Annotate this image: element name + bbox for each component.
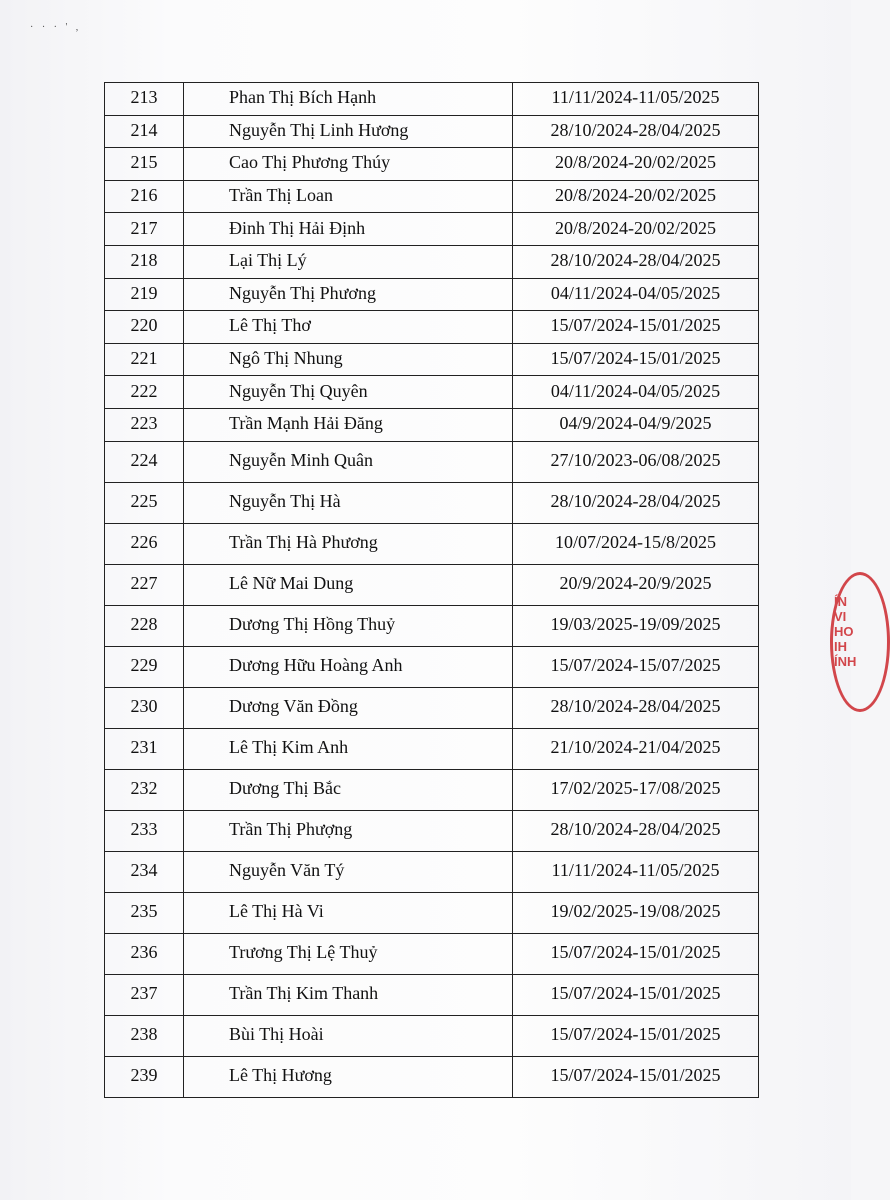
row-number: 228 [105,605,184,646]
table-row [105,892,759,933]
row-number: 217 [105,213,184,246]
person-name: Dương Thị Bắc [184,769,513,810]
row-number: 226 [105,523,184,564]
date-range: 15/07/2024-15/01/2025 [513,311,759,344]
date-range: 15/07/2024-15/01/2025 [513,933,759,974]
table-row [105,83,759,116]
person-name: Phan Thị Bích Hạnh [184,83,513,116]
row-number: 213 [105,83,184,116]
table-row [105,523,759,564]
table-row [105,728,759,769]
row-number: 220 [105,311,184,344]
row-number: 233 [105,810,184,851]
table-row [105,115,759,148]
date-range: 15/07/2024-15/01/2025 [513,1056,759,1097]
date-range: 04/11/2024-04/05/2025 [513,376,759,409]
date-range: 28/10/2024-28/04/2025 [513,482,759,523]
date-range: 20/8/2024-20/02/2025 [513,180,759,213]
row-number: 221 [105,343,184,376]
date-range: 28/10/2024-28/04/2025 [513,115,759,148]
row-number: 231 [105,728,184,769]
date-range: 15/07/2024-15/01/2025 [513,1015,759,1056]
person-name: Trần Thị Phượng [184,810,513,851]
person-name: Nguyễn Minh Quân [184,441,513,482]
date-range: 11/11/2024-11/05/2025 [513,851,759,892]
person-name: Cao Thị Phương Thúy [184,148,513,181]
row-number: 235 [105,892,184,933]
table-row [105,441,759,482]
table-row [105,933,759,974]
row-number: 216 [105,180,184,213]
row-number: 236 [105,933,184,974]
date-range: 27/10/2023-06/08/2025 [513,441,759,482]
person-name: Nguyễn Thị Hà [184,482,513,523]
table-row [105,1015,759,1056]
row-number: 224 [105,441,184,482]
person-name: Trương Thị Lệ Thuỷ [184,933,513,974]
date-range: 11/11/2024-11/05/2025 [513,83,759,116]
date-range: 28/10/2024-28/04/2025 [513,810,759,851]
person-name: Trần Thị Hà Phương [184,523,513,564]
date-range: 28/10/2024-28/04/2025 [513,687,759,728]
date-range: 19/03/2025-19/09/2025 [513,605,759,646]
person-name: Lê Thị Thơ [184,311,513,344]
table-row [105,769,759,810]
row-number: 229 [105,646,184,687]
date-range: 10/07/2024-15/8/2025 [513,523,759,564]
date-range: 20/8/2024-20/02/2025 [513,148,759,181]
table-row [105,605,759,646]
table-row [105,376,759,409]
person-name: Trần Thị Loan [184,180,513,213]
person-name: Đinh Thị Hải Định [184,213,513,246]
row-number: 238 [105,1015,184,1056]
person-name: Lê Thị Hà Vi [184,892,513,933]
scan-mark: · · · ' , [30,22,82,33]
roster-table-body [105,83,759,1098]
person-name: Lê Thị Kim Anh [184,728,513,769]
row-number: 230 [105,687,184,728]
date-range: 04/11/2024-04/05/2025 [513,278,759,311]
row-number: 219 [105,278,184,311]
person-name: Nguyễn Thị Linh Hương [184,115,513,148]
date-range: 15/07/2024-15/07/2025 [513,646,759,687]
row-number: 239 [105,1056,184,1097]
date-range: 19/02/2025-19/08/2025 [513,892,759,933]
person-name: Dương Văn Đồng [184,687,513,728]
table-row [105,180,759,213]
table-row [105,245,759,278]
row-number: 222 [105,376,184,409]
person-name: Nguyễn Thị Quyên [184,376,513,409]
row-number: 218 [105,245,184,278]
person-name: Lê Nữ Mai Dung [184,564,513,605]
table-row [105,974,759,1015]
row-number: 223 [105,408,184,441]
roster-table [104,82,759,1098]
date-range: 15/07/2024-15/01/2025 [513,343,759,376]
date-range: 28/10/2024-28/04/2025 [513,245,759,278]
row-number: 234 [105,851,184,892]
person-name: Ngô Thị Nhung [184,343,513,376]
row-number: 232 [105,769,184,810]
date-range: 15/07/2024-15/01/2025 [513,974,759,1015]
row-number: 214 [105,115,184,148]
person-name: Nguyễn Thị Phương [184,278,513,311]
row-number: 227 [105,564,184,605]
table-row [105,408,759,441]
date-range: 04/9/2024-04/9/2025 [513,408,759,441]
date-range: 17/02/2025-17/08/2025 [513,769,759,810]
person-name: Dương Hữu Hoàng Anh [184,646,513,687]
person-name: Nguyễn Văn Tý [184,851,513,892]
date-range: 20/8/2024-20/02/2025 [513,213,759,246]
row-number: 237 [105,974,184,1015]
person-name: Trần Mạnh Hải Đăng [184,408,513,441]
table-row [105,687,759,728]
date-range: 21/10/2024-21/04/2025 [513,728,759,769]
red-stamp [826,572,866,712]
table-row [105,851,759,892]
table-row [105,278,759,311]
stamp-text: ÍN VI HO IH ÍNH [834,594,857,669]
table-row [105,482,759,523]
date-range: 20/9/2024-20/9/2025 [513,564,759,605]
person-name: Bùi Thị Hoài [184,1015,513,1056]
person-name: Dương Thị Hồng Thuỷ [184,605,513,646]
table-row [105,646,759,687]
table-row [105,148,759,181]
table-row [105,1056,759,1097]
table-row [105,213,759,246]
table-row [105,311,759,344]
table-row [105,810,759,851]
row-number: 225 [105,482,184,523]
table-row [105,343,759,376]
row-number: 215 [105,148,184,181]
person-name: Lê Thị Hương [184,1056,513,1097]
table-row [105,564,759,605]
person-name: Trần Thị Kim Thanh [184,974,513,1015]
person-name: Lại Thị Lý [184,245,513,278]
